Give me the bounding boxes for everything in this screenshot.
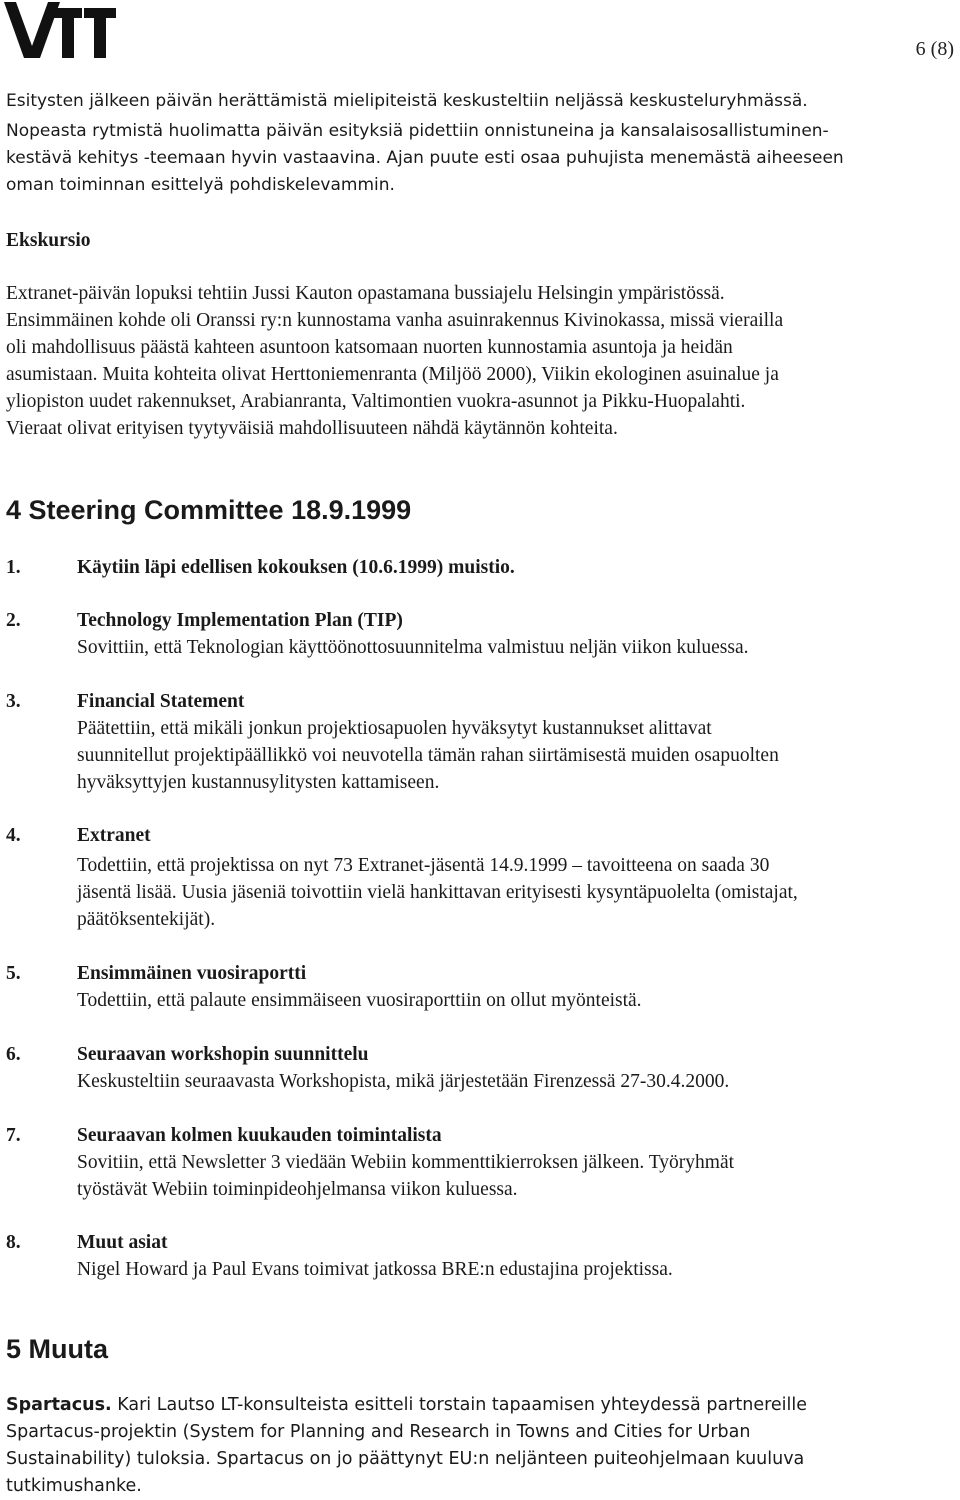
- item-text-line: Päätettiin, että mikäli jonkun projektiosapuolen hyväksytyt kustannukset alittavat: [77, 718, 712, 739]
- item-text-line: jäsentä lisää. Uusia jäseniä toivottiin vielä hankittavan erityisesti kysyntäpuolelta (omistajat,: [77, 882, 798, 903]
- item-number: 5.: [6, 963, 21, 984]
- spartacus-lead: Spartacus.: [6, 1395, 112, 1415]
- page-number: 6 (8): [915, 38, 954, 60]
- item-text-line: Sovittiin, että Teknologian käyttöönottosuunnitelma valmistuu neljän viikon kuluessa.: [77, 637, 749, 658]
- item-title: Financial Statement: [77, 691, 245, 712]
- item-text-line: Nigel Howard ja Paul Evans toimivat jatkossa BRE:n edustajina projektissa.: [77, 1259, 673, 1280]
- section-heading-muuta: 5 Muuta: [6, 1334, 109, 1364]
- text-line: tutkimushanke.: [6, 1476, 142, 1496]
- item-text-line: suunnitellut projektipäällikkö voi neuvotella tämän rahan siirtämisestä muiden osapuolten: [77, 745, 779, 766]
- item-text-line: Sovitiin, että Newsletter 3 viedään Webiin kommenttikierroksen jälkeen. Työryhmät: [77, 1152, 735, 1173]
- item-title: Muut asiat: [77, 1232, 168, 1253]
- agenda-item: [6, 1042, 956, 1098]
- spartacus-first-line: Kari Lautso LT-konsulteista esitteli torstain tapaamisen yhteydessä partnereille: [111, 1395, 808, 1415]
- item-number: 7.: [6, 1125, 21, 1146]
- item-number: 4.: [6, 825, 21, 846]
- item-title: Ensimmäinen vuosiraportti: [77, 963, 307, 984]
- section-heading-steering-committee: 4 Steering Committee 18.9.1999: [6, 495, 412, 525]
- item-title: Extranet: [77, 825, 151, 846]
- item-text-line: Todettiin, että projektissa on nyt 73 Extranet-jäsentä 14.9.1999 – tavoitteena on saada 30: [77, 855, 770, 876]
- text-line: Extranet-päivän lopuksi tehtiin Jussi Kauton opastamana bussiajelu Helsingin ympäristössä.: [6, 283, 725, 304]
- item-number: 8.: [6, 1232, 21, 1253]
- item-text-line: työstävät Webiin toiminpideohjelmansa viikon kuluessa.: [77, 1179, 518, 1200]
- item-title: Seuraavan workshopin suunnittelu: [77, 1044, 369, 1065]
- text-line: Vieraat olivat erityisen tyytyväisiä mahdollisuuteen nähdä käytännön kohteita.: [6, 418, 618, 439]
- item-text-line: hyväksyttyjen kustannusylitysten kattamiseen.: [77, 772, 440, 793]
- agenda-item: [6, 1230, 956, 1286]
- text-line: asumistaan. Muita kohteita olivat Herttoniemenranta (Miljöö 2000), Viikin ekologinen asuinalue ja: [6, 364, 779, 385]
- item-title: Käytiin läpi edellisen kokouksen (10.6.1999) muistio.: [77, 557, 515, 578]
- text-line: [6, 1392, 807, 1419]
- text-line: oman toiminnan esittelyä pohdiskelevammin.: [6, 175, 395, 195]
- item-text-line: Keskusteltiin seuraavasta Workshopista, mikä järjestetään Firenzessä 27-30.4.2000.: [77, 1071, 730, 1092]
- item-number: 3.: [6, 691, 21, 712]
- agenda-item: [6, 608, 956, 664]
- item-title: Seuraavan kolmen kuukauden toimintalista: [77, 1125, 442, 1146]
- text-line: Spartacus-projektin (System for Planning and Research in Towns and Cities for Urban: [6, 1422, 751, 1442]
- text-line: yliopiston uudet rakennukset, Arabianranta, Valtimontien vuokra-asunnot ja Pikku-Huopalahti.: [6, 391, 746, 412]
- item-text-line: päätöksentekijät).: [77, 909, 216, 930]
- item-number: 2.: [6, 610, 21, 631]
- item-text-line: Todettiin, että palaute ensimmäiseen vuosiraporttiin on ollut myönteistä.: [77, 990, 642, 1011]
- text-line: kestävä kehitys -teemaan hyvin vastaavina. Ajan puute esti osaa puhujista menemästä aiheeseen: [6, 148, 844, 168]
- text-line: Ensimmäinen kohde oli Oranssi ry:n kunnostama vanha asuinrakennus Kivinokassa, missä vierailla: [6, 310, 784, 331]
- agenda-item: [6, 555, 956, 583]
- text-line: Esitysten jälkeen päivän herättämistä mielipiteistä keskusteltiin neljässä keskusteluryhmässä.: [6, 91, 808, 111]
- ekskursio-heading: Ekskursio: [6, 230, 91, 251]
- text-line: Nopeasta rytmistä huolimatta päivän esityksiä pidettiin onnistuneina ja kansalaisosallistuminen-: [6, 121, 829, 141]
- text-line: Sustainability) tuloksia. Spartacus on jo päättynyt EU:n neljänteen puiteohjelmaan kuuluva: [6, 1449, 805, 1469]
- item-number: 6.: [6, 1044, 21, 1065]
- vtt-logo: [4, 2, 118, 58]
- agenda-item: [6, 1123, 956, 1206]
- item-number: 1.: [6, 557, 21, 578]
- agenda-item: [6, 689, 956, 799]
- agenda-item: [6, 823, 956, 933]
- item-title: Technology Implementation Plan (TIP): [77, 610, 403, 631]
- agenda-item: [6, 961, 956, 1017]
- text-line: oli mahdollisuus päästä kahteen asuntoon katsomaan nuorten kunnostamia asuntoja ja heidän: [6, 337, 733, 358]
